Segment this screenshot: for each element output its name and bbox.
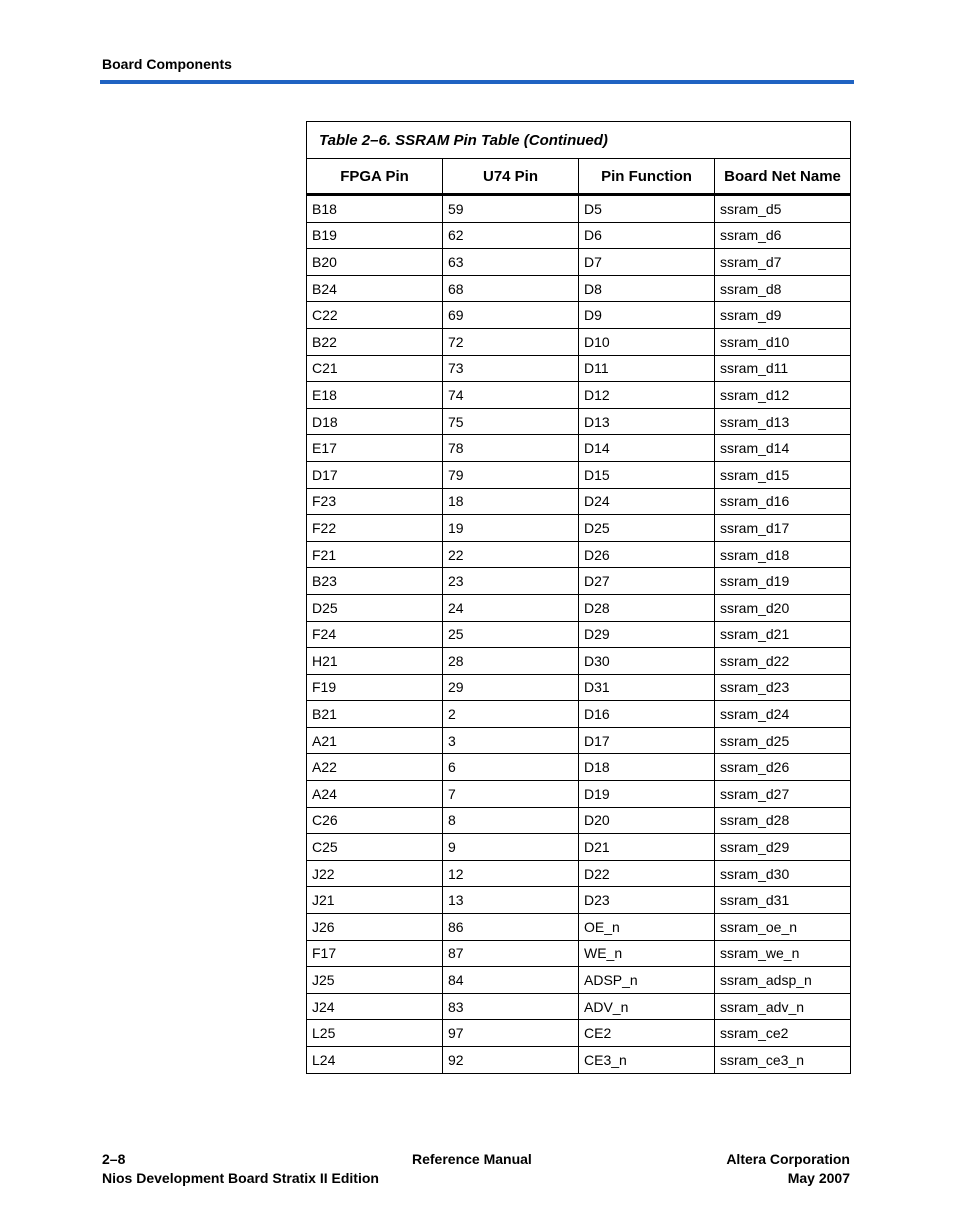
- board-net-name-cell: ssram_d6: [715, 222, 851, 249]
- u74-pin-cell: 97: [443, 1020, 579, 1047]
- table-row: [307, 727, 851, 754]
- pin-function-cell: D28: [579, 594, 715, 621]
- table-row: [307, 807, 851, 834]
- u74-pin-cell: 12: [443, 860, 579, 887]
- u74-pin-cell: 2: [443, 701, 579, 728]
- board-net-name-cell: ssram_d29: [715, 834, 851, 861]
- board-net-name-cell: ssram_d30: [715, 860, 851, 887]
- u74-pin-cell: 23: [443, 568, 579, 595]
- board-net-name-cell: ssram_d27: [715, 781, 851, 808]
- table-row: [307, 701, 851, 728]
- fpga-pin-cell: B18: [307, 195, 443, 223]
- table-row: [307, 382, 851, 409]
- fpga-pin-cell: B21: [307, 701, 443, 728]
- table-row: [307, 887, 851, 914]
- table-row: [307, 275, 851, 302]
- board-net-name-cell: ssram_d25: [715, 727, 851, 754]
- table-row: [307, 914, 851, 941]
- fpga-pin-cell: D18: [307, 408, 443, 435]
- fpga-pin-cell: B22: [307, 328, 443, 355]
- fpga-pin-cell: J22: [307, 860, 443, 887]
- doc-type: Reference Manual: [412, 1151, 532, 1167]
- pin-function-cell: D21: [579, 834, 715, 861]
- fpga-pin-cell: A22: [307, 754, 443, 781]
- pin-function-cell: D26: [579, 541, 715, 568]
- pin-function-cell: ADSP_n: [579, 967, 715, 994]
- pin-function-cell: D11: [579, 355, 715, 382]
- u74-pin-cell: 18: [443, 488, 579, 515]
- fpga-pin-cell: L25: [307, 1020, 443, 1047]
- fpga-pin-cell: E17: [307, 435, 443, 462]
- doc-subtitle: Nios Development Board Stratix II Edition: [102, 1170, 379, 1186]
- table-row: [307, 222, 851, 249]
- board-net-name-cell: ssram_we_n: [715, 940, 851, 967]
- fpga-pin-cell: F22: [307, 515, 443, 542]
- pin-function-cell: D13: [579, 408, 715, 435]
- u74-pin-cell: 69: [443, 302, 579, 329]
- pin-function-cell: D20: [579, 807, 715, 834]
- pin-function-cell: D16: [579, 701, 715, 728]
- table-row: [307, 754, 851, 781]
- fpga-pin-cell: B24: [307, 275, 443, 302]
- u74-pin-cell: 6: [443, 754, 579, 781]
- u74-pin-cell: 22: [443, 541, 579, 568]
- pin-function-cell: D31: [579, 674, 715, 701]
- pin-function-cell: D25: [579, 515, 715, 542]
- pin-function-cell: D6: [579, 222, 715, 249]
- fpga-pin-cell: E18: [307, 382, 443, 409]
- column-header-pin-function: Pin Function: [579, 159, 715, 195]
- fpga-pin-cell: H21: [307, 648, 443, 675]
- u74-pin-cell: 63: [443, 249, 579, 276]
- board-net-name-cell: ssram_d21: [715, 621, 851, 648]
- table-row: [307, 249, 851, 276]
- pin-function-cell: D14: [579, 435, 715, 462]
- table-row: [307, 488, 851, 515]
- pin-function-cell: D29: [579, 621, 715, 648]
- board-net-name-cell: ssram_d7: [715, 249, 851, 276]
- u74-pin-cell: 24: [443, 594, 579, 621]
- board-net-name-cell: ssram_adv_n: [715, 993, 851, 1020]
- pin-function-cell: D17: [579, 727, 715, 754]
- u74-pin-cell: 3: [443, 727, 579, 754]
- u74-pin-cell: 25: [443, 621, 579, 648]
- u74-pin-cell: 62: [443, 222, 579, 249]
- board-net-name-cell: ssram_d8: [715, 275, 851, 302]
- board-net-name-cell: ssram_oe_n: [715, 914, 851, 941]
- column-header-fpga-pin: FPGA Pin: [307, 159, 443, 195]
- section-header-title: Board Components: [102, 56, 232, 72]
- board-net-name-cell: ssram_ce3_n: [715, 1047, 851, 1074]
- pin-function-cell: D18: [579, 754, 715, 781]
- table-row: [307, 461, 851, 488]
- table-row: [307, 1047, 851, 1074]
- table-row: [307, 302, 851, 329]
- u74-pin-cell: 73: [443, 355, 579, 382]
- page-number: 2–8: [102, 1151, 126, 1167]
- table-body: [307, 195, 851, 1074]
- column-header-u74-pin: U74 Pin: [443, 159, 579, 195]
- u74-pin-cell: 8: [443, 807, 579, 834]
- table-row: [307, 940, 851, 967]
- pin-function-cell: ADV_n: [579, 993, 715, 1020]
- board-net-name-cell: ssram_d17: [715, 515, 851, 542]
- table-row: [307, 1020, 851, 1047]
- board-net-name-cell: ssram_d10: [715, 328, 851, 355]
- fpga-pin-cell: F23: [307, 488, 443, 515]
- fpga-pin-cell: F17: [307, 940, 443, 967]
- company-name: Altera Corporation: [726, 1151, 850, 1167]
- pin-function-cell: D15: [579, 461, 715, 488]
- u74-pin-cell: 74: [443, 382, 579, 409]
- u74-pin-cell: 83: [443, 993, 579, 1020]
- table-row: [307, 674, 851, 701]
- u74-pin-cell: 19: [443, 515, 579, 542]
- fpga-pin-cell: D17: [307, 461, 443, 488]
- pin-function-cell: D8: [579, 275, 715, 302]
- board-net-name-cell: ssram_d24: [715, 701, 851, 728]
- u74-pin-cell: 29: [443, 674, 579, 701]
- u74-pin-cell: 68: [443, 275, 579, 302]
- fpga-pin-cell: C25: [307, 834, 443, 861]
- fpga-pin-cell: J26: [307, 914, 443, 941]
- footer-left: [102, 1150, 379, 1188]
- u74-pin-cell: 9: [443, 834, 579, 861]
- table-row: [307, 834, 851, 861]
- board-net-name-cell: ssram_d15: [715, 461, 851, 488]
- fpga-pin-cell: C22: [307, 302, 443, 329]
- table-row: [307, 541, 851, 568]
- fpga-pin-cell: B23: [307, 568, 443, 595]
- pin-function-cell: OE_n: [579, 914, 715, 941]
- pin-function-cell: D19: [579, 781, 715, 808]
- fpga-pin-cell: J21: [307, 887, 443, 914]
- u74-pin-cell: 75: [443, 408, 579, 435]
- table-row: [307, 328, 851, 355]
- board-net-name-cell: ssram_d20: [715, 594, 851, 621]
- header-rule: [100, 80, 854, 84]
- pin-function-cell: D9: [579, 302, 715, 329]
- table-row: [307, 408, 851, 435]
- u74-pin-cell: 86: [443, 914, 579, 941]
- board-net-name-cell: ssram_d28: [715, 807, 851, 834]
- column-header-board-net-name: Board Net Name: [715, 159, 851, 195]
- fpga-pin-cell: L24: [307, 1047, 443, 1074]
- table-header-row: [307, 159, 851, 195]
- table-row: [307, 860, 851, 887]
- fpga-pin-cell: B19: [307, 222, 443, 249]
- u74-pin-cell: 72: [443, 328, 579, 355]
- table-row: [307, 435, 851, 462]
- board-net-name-cell: ssram_d23: [715, 674, 851, 701]
- table-row: [307, 993, 851, 1020]
- pin-function-cell: WE_n: [579, 940, 715, 967]
- board-net-name-cell: ssram_d26: [715, 754, 851, 781]
- board-net-name-cell: ssram_d5: [715, 195, 851, 223]
- u74-pin-cell: 87: [443, 940, 579, 967]
- board-net-name-cell: ssram_d12: [715, 382, 851, 409]
- fpga-pin-cell: A21: [307, 727, 443, 754]
- board-net-name-cell: ssram_d19: [715, 568, 851, 595]
- board-net-name-cell: ssram_adsp_n: [715, 967, 851, 994]
- table-row: [307, 648, 851, 675]
- pin-function-cell: D10: [579, 328, 715, 355]
- board-net-name-cell: ssram_d31: [715, 887, 851, 914]
- pin-function-cell: D7: [579, 249, 715, 276]
- pin-function-cell: D5: [579, 195, 715, 223]
- table-row: [307, 781, 851, 808]
- fpga-pin-cell: B20: [307, 249, 443, 276]
- fpga-pin-cell: A24: [307, 781, 443, 808]
- pin-function-cell: D27: [579, 568, 715, 595]
- table-row: [307, 967, 851, 994]
- board-net-name-cell: ssram_d18: [715, 541, 851, 568]
- fpga-pin-cell: F19: [307, 674, 443, 701]
- footer-right: [726, 1150, 850, 1188]
- board-net-name-cell: ssram_d9: [715, 302, 851, 329]
- pin-function-cell: D12: [579, 382, 715, 409]
- pin-function-cell: D22: [579, 860, 715, 887]
- footer-center: [412, 1150, 532, 1169]
- u74-pin-cell: 78: [443, 435, 579, 462]
- table-row: [307, 621, 851, 648]
- u74-pin-cell: 28: [443, 648, 579, 675]
- u74-pin-cell: 59: [443, 195, 579, 223]
- pin-function-cell: D30: [579, 648, 715, 675]
- board-net-name-cell: ssram_d11: [715, 355, 851, 382]
- fpga-pin-cell: F24: [307, 621, 443, 648]
- fpga-pin-cell: J24: [307, 993, 443, 1020]
- fpga-pin-cell: J25: [307, 967, 443, 994]
- board-net-name-cell: ssram_d22: [715, 648, 851, 675]
- publish-date: May 2007: [787, 1170, 850, 1186]
- u74-pin-cell: 7: [443, 781, 579, 808]
- table-row: [307, 355, 851, 382]
- fpga-pin-cell: C26: [307, 807, 443, 834]
- u74-pin-cell: 79: [443, 461, 579, 488]
- table-caption-row: [307, 122, 851, 159]
- u74-pin-cell: 92: [443, 1047, 579, 1074]
- u74-pin-cell: 13: [443, 887, 579, 914]
- ssram-pin-table: [306, 121, 851, 1074]
- table-row: [307, 195, 851, 223]
- fpga-pin-cell: D25: [307, 594, 443, 621]
- board-net-name-cell: ssram_d13: [715, 408, 851, 435]
- u74-pin-cell: 84: [443, 967, 579, 994]
- pin-function-cell: D24: [579, 488, 715, 515]
- fpga-pin-cell: F21: [307, 541, 443, 568]
- table-row: [307, 568, 851, 595]
- board-net-name-cell: ssram_d14: [715, 435, 851, 462]
- pin-function-cell: CE3_n: [579, 1047, 715, 1074]
- table-caption: Table 2–6. SSRAM Pin Table (Continued): [307, 122, 851, 159]
- board-net-name-cell: ssram_d16: [715, 488, 851, 515]
- fpga-pin-cell: C21: [307, 355, 443, 382]
- pin-function-cell: D23: [579, 887, 715, 914]
- table-row: [307, 594, 851, 621]
- pin-function-cell: CE2: [579, 1020, 715, 1047]
- board-net-name-cell: ssram_ce2: [715, 1020, 851, 1047]
- table-row: [307, 515, 851, 542]
